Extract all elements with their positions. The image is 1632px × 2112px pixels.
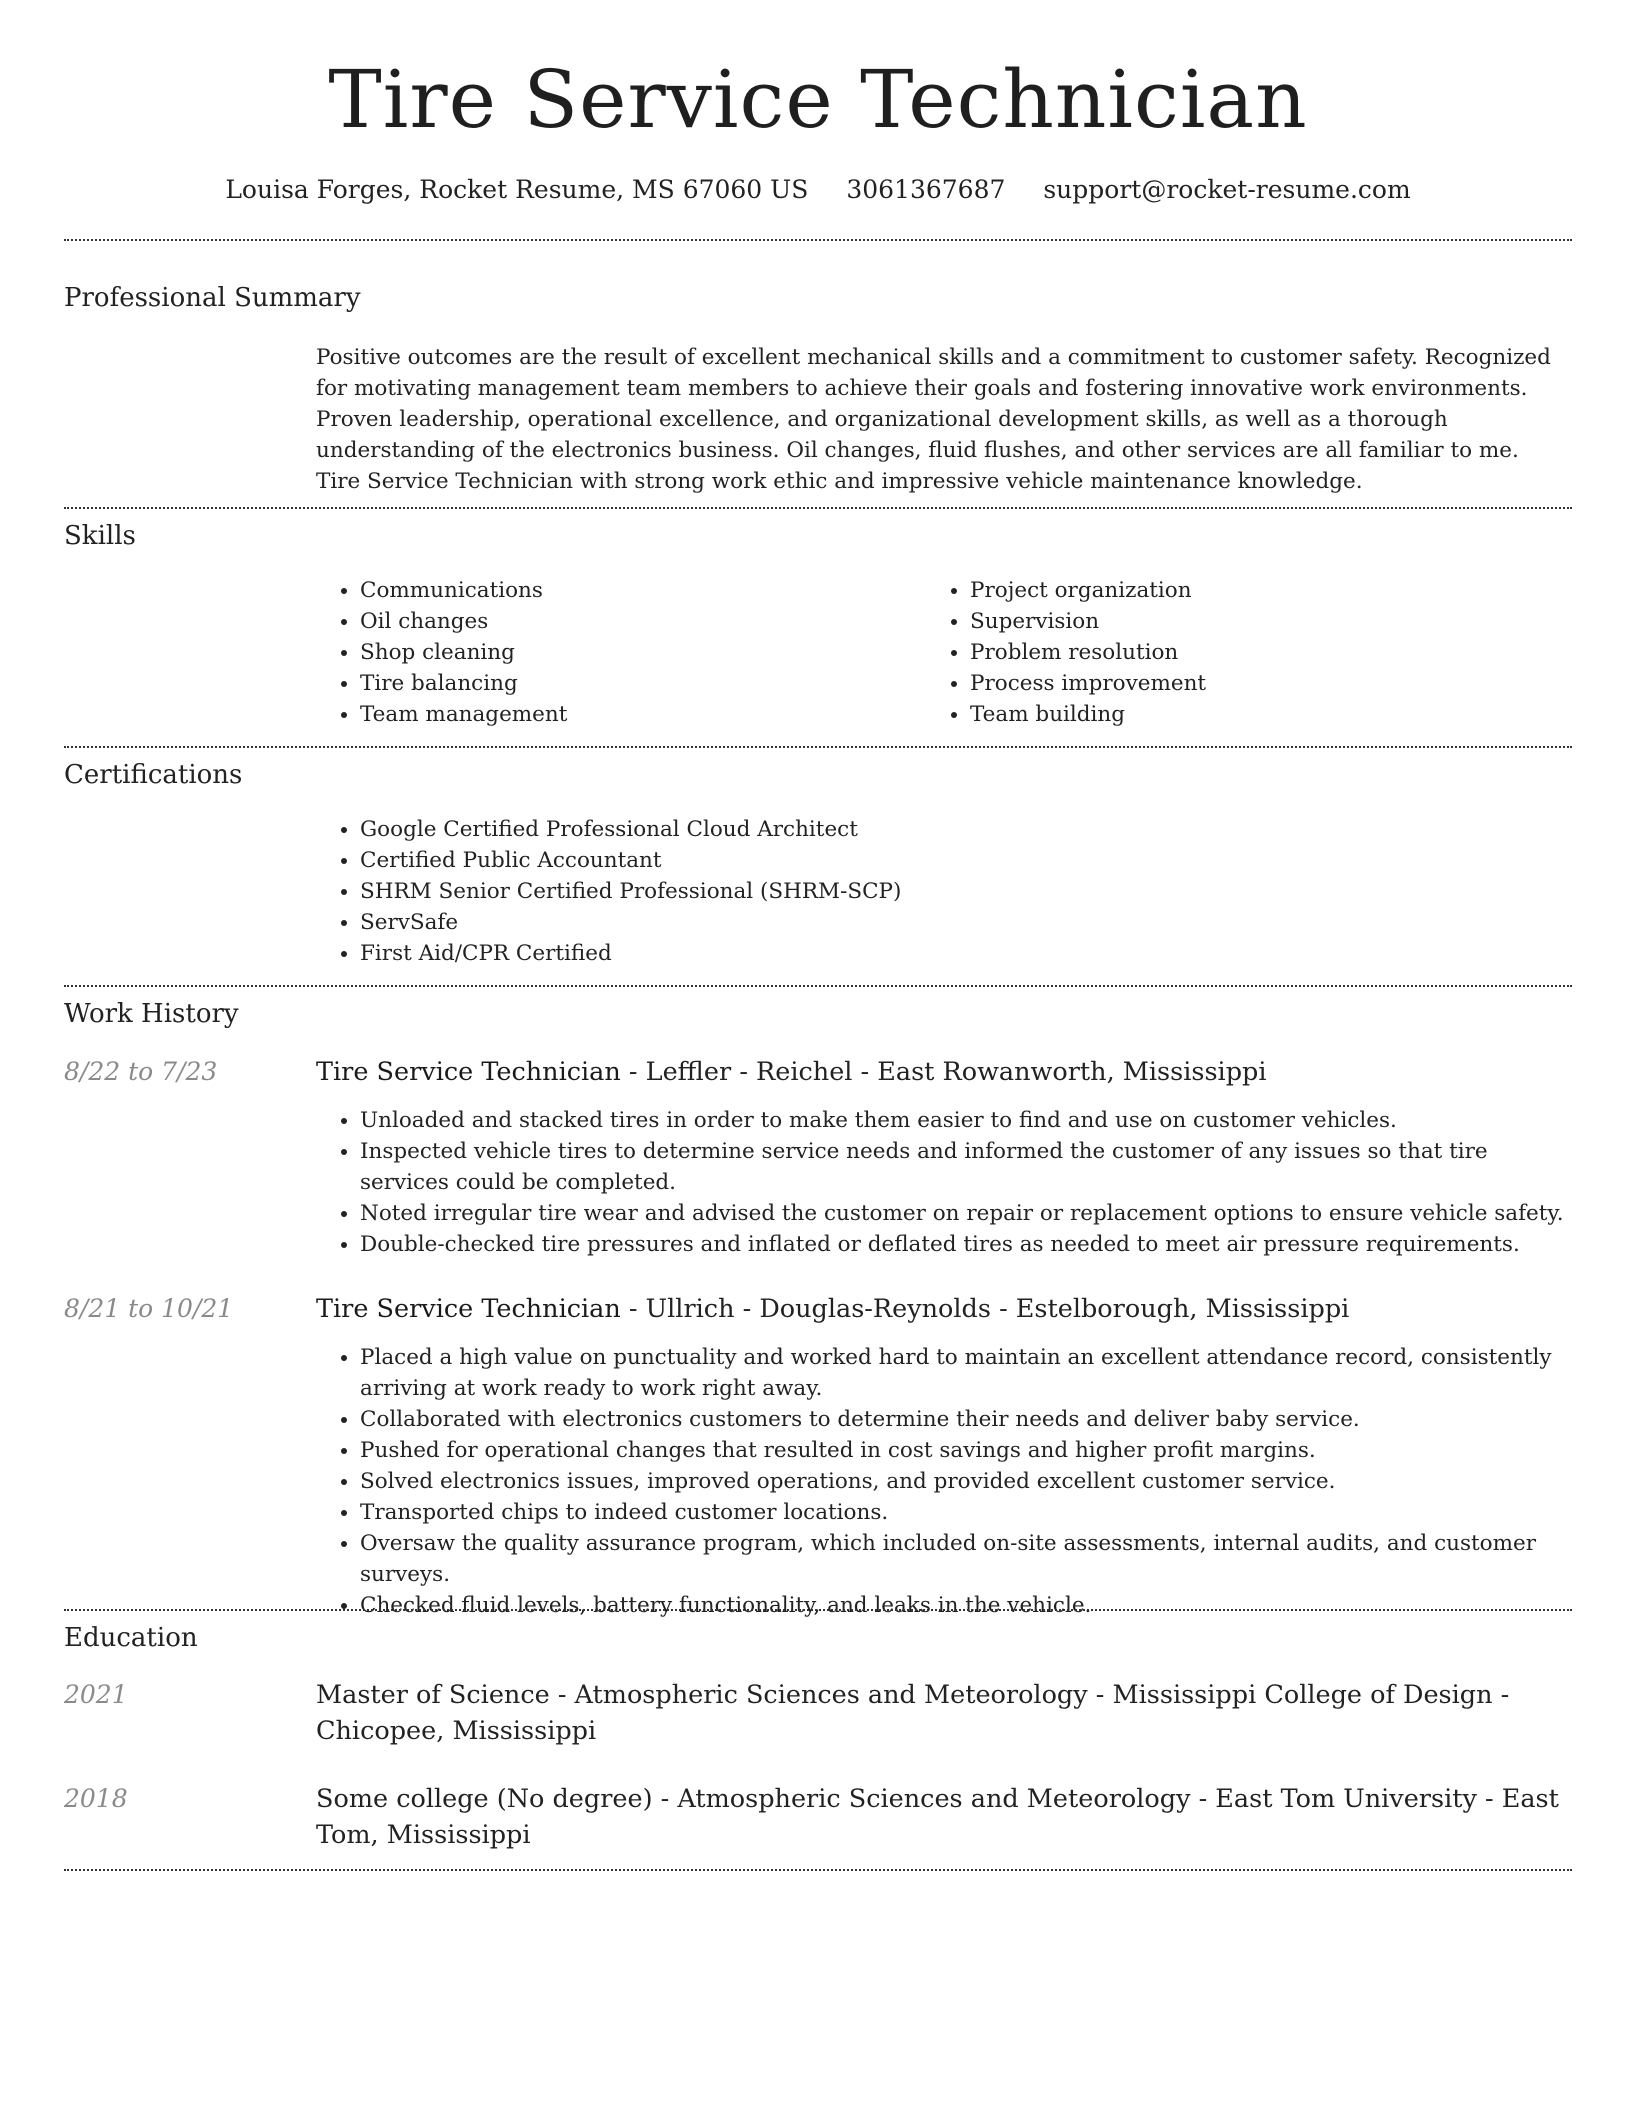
contact-address: Louisa Forges, Rocket Resume, MS 67060 US — [225, 175, 809, 204]
job-bullets — [316, 1342, 1582, 1621]
job-bullet: • Noted irregular tire wear and advised the customer on repair or replacement options to ensure vehicle safety. — [360, 1198, 1582, 1229]
education-school: - East Tom University - East Tom, Mississippi — [316, 1784, 1559, 1850]
education-degree: Some college (No degree) - Atmospheric Sciences and Meteorology — [316, 1784, 1191, 1814]
summary-text: Positive outcomes are the result of excellent mechanical skills and a commitment to customer safety. Recognized for motivating management team members to achieve their goals and fostering innovative work environments. Proven leadership, operational excellence, and organizational development skills, as well as a thorough understanding of the electronics business. Oil changes, fluid flushes, and other services are all familiar to me. Tire Service Technician with strong work ethic and impressive vehicle maintenance knowledge. — [316, 345, 1551, 494]
job-employer: - Leffler - Reichel - East Rowanworth, Mississippi — [620, 1057, 1267, 1087]
skill-item: • Tire balancing — [360, 668, 920, 699]
education-heading: Education — [64, 1623, 198, 1653]
job-bullet: • Oversaw the quality assurance program, which included on-site assessments, internal audits, and customer surveys. — [360, 1528, 1582, 1590]
job-bullet: • Unloaded and stacked tires in order to make them easier to find and use on customer vehicles. — [360, 1105, 1582, 1136]
education-degree: Master of Science - Atmospheric Sciences and Meteorology — [316, 1680, 1088, 1710]
resume-title: Tire Service Technician — [328, 53, 1308, 146]
certification-item: • ServSafe — [360, 907, 1560, 938]
education-entry — [316, 1677, 1566, 1749]
skill-item: • Communications — [360, 575, 920, 606]
job-bullet: • Transported chips to indeed customer locations. — [360, 1497, 1582, 1528]
job-title: Tire Service Technician — [316, 1294, 621, 1324]
job-bullet: • Collaborated with electronics customers to determine their needs and deliver baby service. — [360, 1404, 1582, 1435]
job-heading — [316, 1054, 1566, 1090]
divider — [64, 1869, 1572, 1871]
certifications-heading: Certifications — [64, 760, 243, 790]
job-dates: 8/21 to 10/21 — [64, 1294, 234, 1323]
skill-item: • Oil changes — [360, 606, 920, 637]
contact-line — [64, 172, 1572, 208]
job-bullet: • Inspected vehicle tires to determine service needs and informed the customer of any issues so that tire services could be completed. — [360, 1136, 1582, 1198]
skills-heading: Skills — [64, 521, 136, 551]
education-year: 2021 — [64, 1680, 128, 1709]
divider — [64, 985, 1572, 987]
skill-item: • Problem resolution — [970, 637, 1530, 668]
contact-email: support@rocket-resume.com — [1043, 175, 1411, 204]
skills-list-right — [926, 575, 1530, 730]
certification-item: • SHRM Senior Certified Professional (SHRM-SCP) — [360, 876, 1560, 907]
skill-item: • Supervision — [970, 606, 1530, 637]
divider — [64, 1609, 1572, 1611]
skill-item: • Process improvement — [970, 668, 1530, 699]
job-bullets — [316, 1105, 1582, 1260]
divider — [64, 507, 1572, 509]
job-bullet: • Pushed for operational changes that resulted in cost savings and higher profit margins. — [360, 1435, 1582, 1466]
job-bullet: • Checked fluid levels, battery functionality, and leaks in the vehicle. — [360, 1590, 1582, 1621]
education-year: 2018 — [64, 1784, 128, 1813]
certification-item: • First Aid/CPR Certified — [360, 938, 1560, 969]
job-bullet: • Placed a high value on punctuality and worked hard to maintain an excellent attendance record, consistently arriving at work ready to work right away. — [360, 1342, 1582, 1404]
job-dates: 8/22 to 7/23 — [64, 1057, 218, 1086]
skill-item: • Team management — [360, 699, 920, 730]
summary-heading: Professional Summary — [64, 283, 361, 313]
contact-phone: 3061367687 — [846, 175, 1006, 204]
skill-item: • Team building — [970, 699, 1530, 730]
work-history-heading: Work History — [64, 999, 239, 1029]
education-entry — [316, 1781, 1566, 1853]
skill-item: • Shop cleaning — [360, 637, 920, 668]
divider — [64, 239, 1572, 241]
job-bullet: • Solved electronics issues, improved operations, and provided excellent customer service. — [360, 1466, 1582, 1497]
certification-item: • Google Certified Professional Cloud Architect — [360, 814, 1560, 845]
job-employer: - Ullrich - Douglas-Reynolds - Estelborough, Mississippi — [620, 1294, 1350, 1324]
job-heading — [316, 1291, 1566, 1327]
certification-item: • Certified Public Accountant — [360, 845, 1560, 876]
divider — [64, 746, 1572, 748]
skill-item: • Project organization — [970, 575, 1530, 606]
job-bullet: • Double-checked tire pressures and inflated or deflated tires as needed to meet air pressure requirements. — [360, 1229, 1582, 1260]
education-school: - Mississippi College of Design - Chicopee, Mississippi — [316, 1680, 1510, 1746]
certifications-list — [316, 814, 1560, 969]
job-title: Tire Service Technician — [316, 1057, 621, 1087]
skills-list-left — [316, 575, 920, 730]
